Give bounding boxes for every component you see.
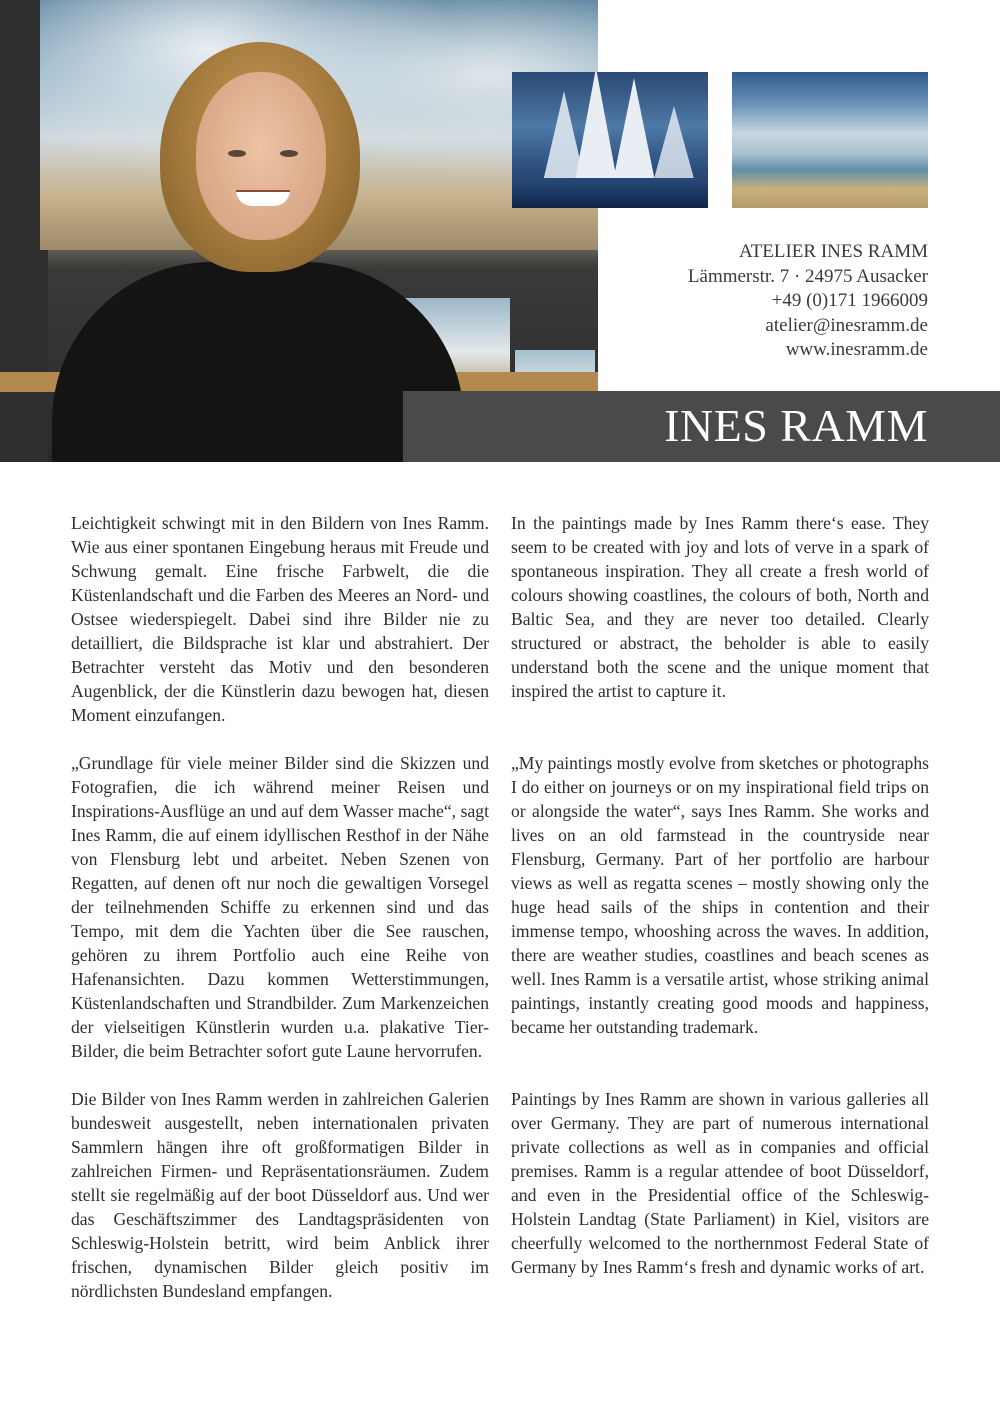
portrait-smile <box>236 190 290 206</box>
page-title: INES RAMM <box>664 400 928 451</box>
german-text-column <box>71 511 489 1303</box>
sail-shape <box>652 106 696 186</box>
sea-water <box>512 178 708 208</box>
contact-block <box>688 240 928 363</box>
title-band <box>403 391 1000 462</box>
portrait-eye <box>228 150 246 157</box>
german-paragraph-1: Leichtigkeit schwingt mit in den Bildern von Ines Ramm. Wie aus einer spontanen Eingebung heraus mit Freude und Schwung gemalt. Eine frische Farbwelt, die die Küstenlandschaft und die Farben des Meeres an Nord- und Ostsee wiederspiegelt. Dabei sind ihre Bilder nie zu detailliert, die Bildsprache ist klar und abstrahiert. Der Betrachter versteht das Motiv und den besonderen Augenblick, der die Künstlerin dazu bewogen hat, diesen Moment einzufangen. <box>71 513 489 725</box>
atelier-address: Lämmerstr. 7 · 24975 Ausacker <box>687 265 928 287</box>
seascape-painting-thumbnail <box>732 72 928 208</box>
atelier-name: ATELIER INES RAMM <box>739 241 928 262</box>
regatta-painting-thumbnail <box>512 72 708 208</box>
english-text-column <box>511 511 929 1279</box>
atelier-email: atelier@inesramm.de <box>765 314 928 336</box>
sail-shape <box>612 78 656 186</box>
portrait-face <box>196 72 326 240</box>
atelier-phone: +49 (0)171 1966009 <box>771 290 928 311</box>
english-paragraph-3: Paintings by Ines Ramm are shown in various galleries all over Germany. They are part of numerous international private collections as well as in companies and official premises. Ramm is a regular attendee of boot Düsseldorf, and even in the Presidential office of the Schleswig-Holstein Landtag (State Parliament) in Kiel, visitors are cheerfully welcomed to the northernmost Federal State of Germany by Ines Ramm‘s fresh and dynamic works of art. <box>511 1089 929 1277</box>
german-paragraph-2: „Grundlage für viele meiner Bilder sind die Skizzen und Fotografien, die ich während meiner Reisen und Inspirations-Ausflüge an und auf dem Wasser mache“, sagt Ines Ramm, die auf einem idyllischen Resthof in der Nähe von Flensburg lebt und arbeitet. Neben Szenen von Regatten, auf denen oft nur noch die gewaltigen Vorsegel der teilnehmenden Schiffe zu erkennen sind und das Tempo, mit dem die Yachten über die See rauschen, gehören zu ihrem Portfolio auch eine Reihe von Hafenansichten. Dazu kommen Wetterstimmungen, Küstenlandschaften und Strandbilder. Zum Markenzeichen der vielseitigen Künstlerin wurden u.a. plakative Tier-Bilder, die beim Betrachter sofort gute Laune hervorrufen. <box>71 753 489 1061</box>
english-paragraph-1: In the paintings made by Ines Ramm there‘s ease. They seem to be created with joy and lots of verve in a spark of spontaneous inspiration. They all create a fresh world of colours showing coastlines, the colours of both, North and Baltic Sea, and they are never too detailed. Clearly structured or abstract, the beholder is able to easily understand both the scene and the unique moment that inspired the artist to capture it. <box>511 513 929 701</box>
portrait-eye <box>280 150 298 157</box>
english-paragraph-2: „My paintings mostly evolve from sketches or photographs I do either on journeys or on my inspirational field trips on or alongside the water“, says Ines Ramm. She works and lives on an old farmstead in the countryside near Flensburg, Germany. Part of her portfolio are harbour views as well as regatta scenes – mostly showing only the huge head sails of the ships in contention and their immense tempo, whooshing across the waves. In addition, there are weather studies, coastlines and beach scenes as well. Ines Ramm is a versatile artist, whose striking animal paintings, instantly creating good moods and happiness, became her outstanding trademark. <box>511 753 929 1037</box>
german-paragraph-3: Die Bilder von Ines Ramm werden in zahlreichen Galerien bundesweit ausgestellt, neben internationalen privaten Sammlern hängen ihre oft großformatigen Bilder in zahlreichen Firmen- und Repräsentationsräumen. Zudem stellt sie regelmäßig auf der boot Düsseldorf aus. Und wer das Geschäftszimmer des Landtagspräsidenten von Schleswig-Holstein betritt, wird beim Anblick ihrer frischen, dynamischen Bilder gleich positiv im nördlichsten Bundesland empfangen. <box>71 1089 489 1301</box>
atelier-website: www.inesramm.de <box>785 339 928 360</box>
